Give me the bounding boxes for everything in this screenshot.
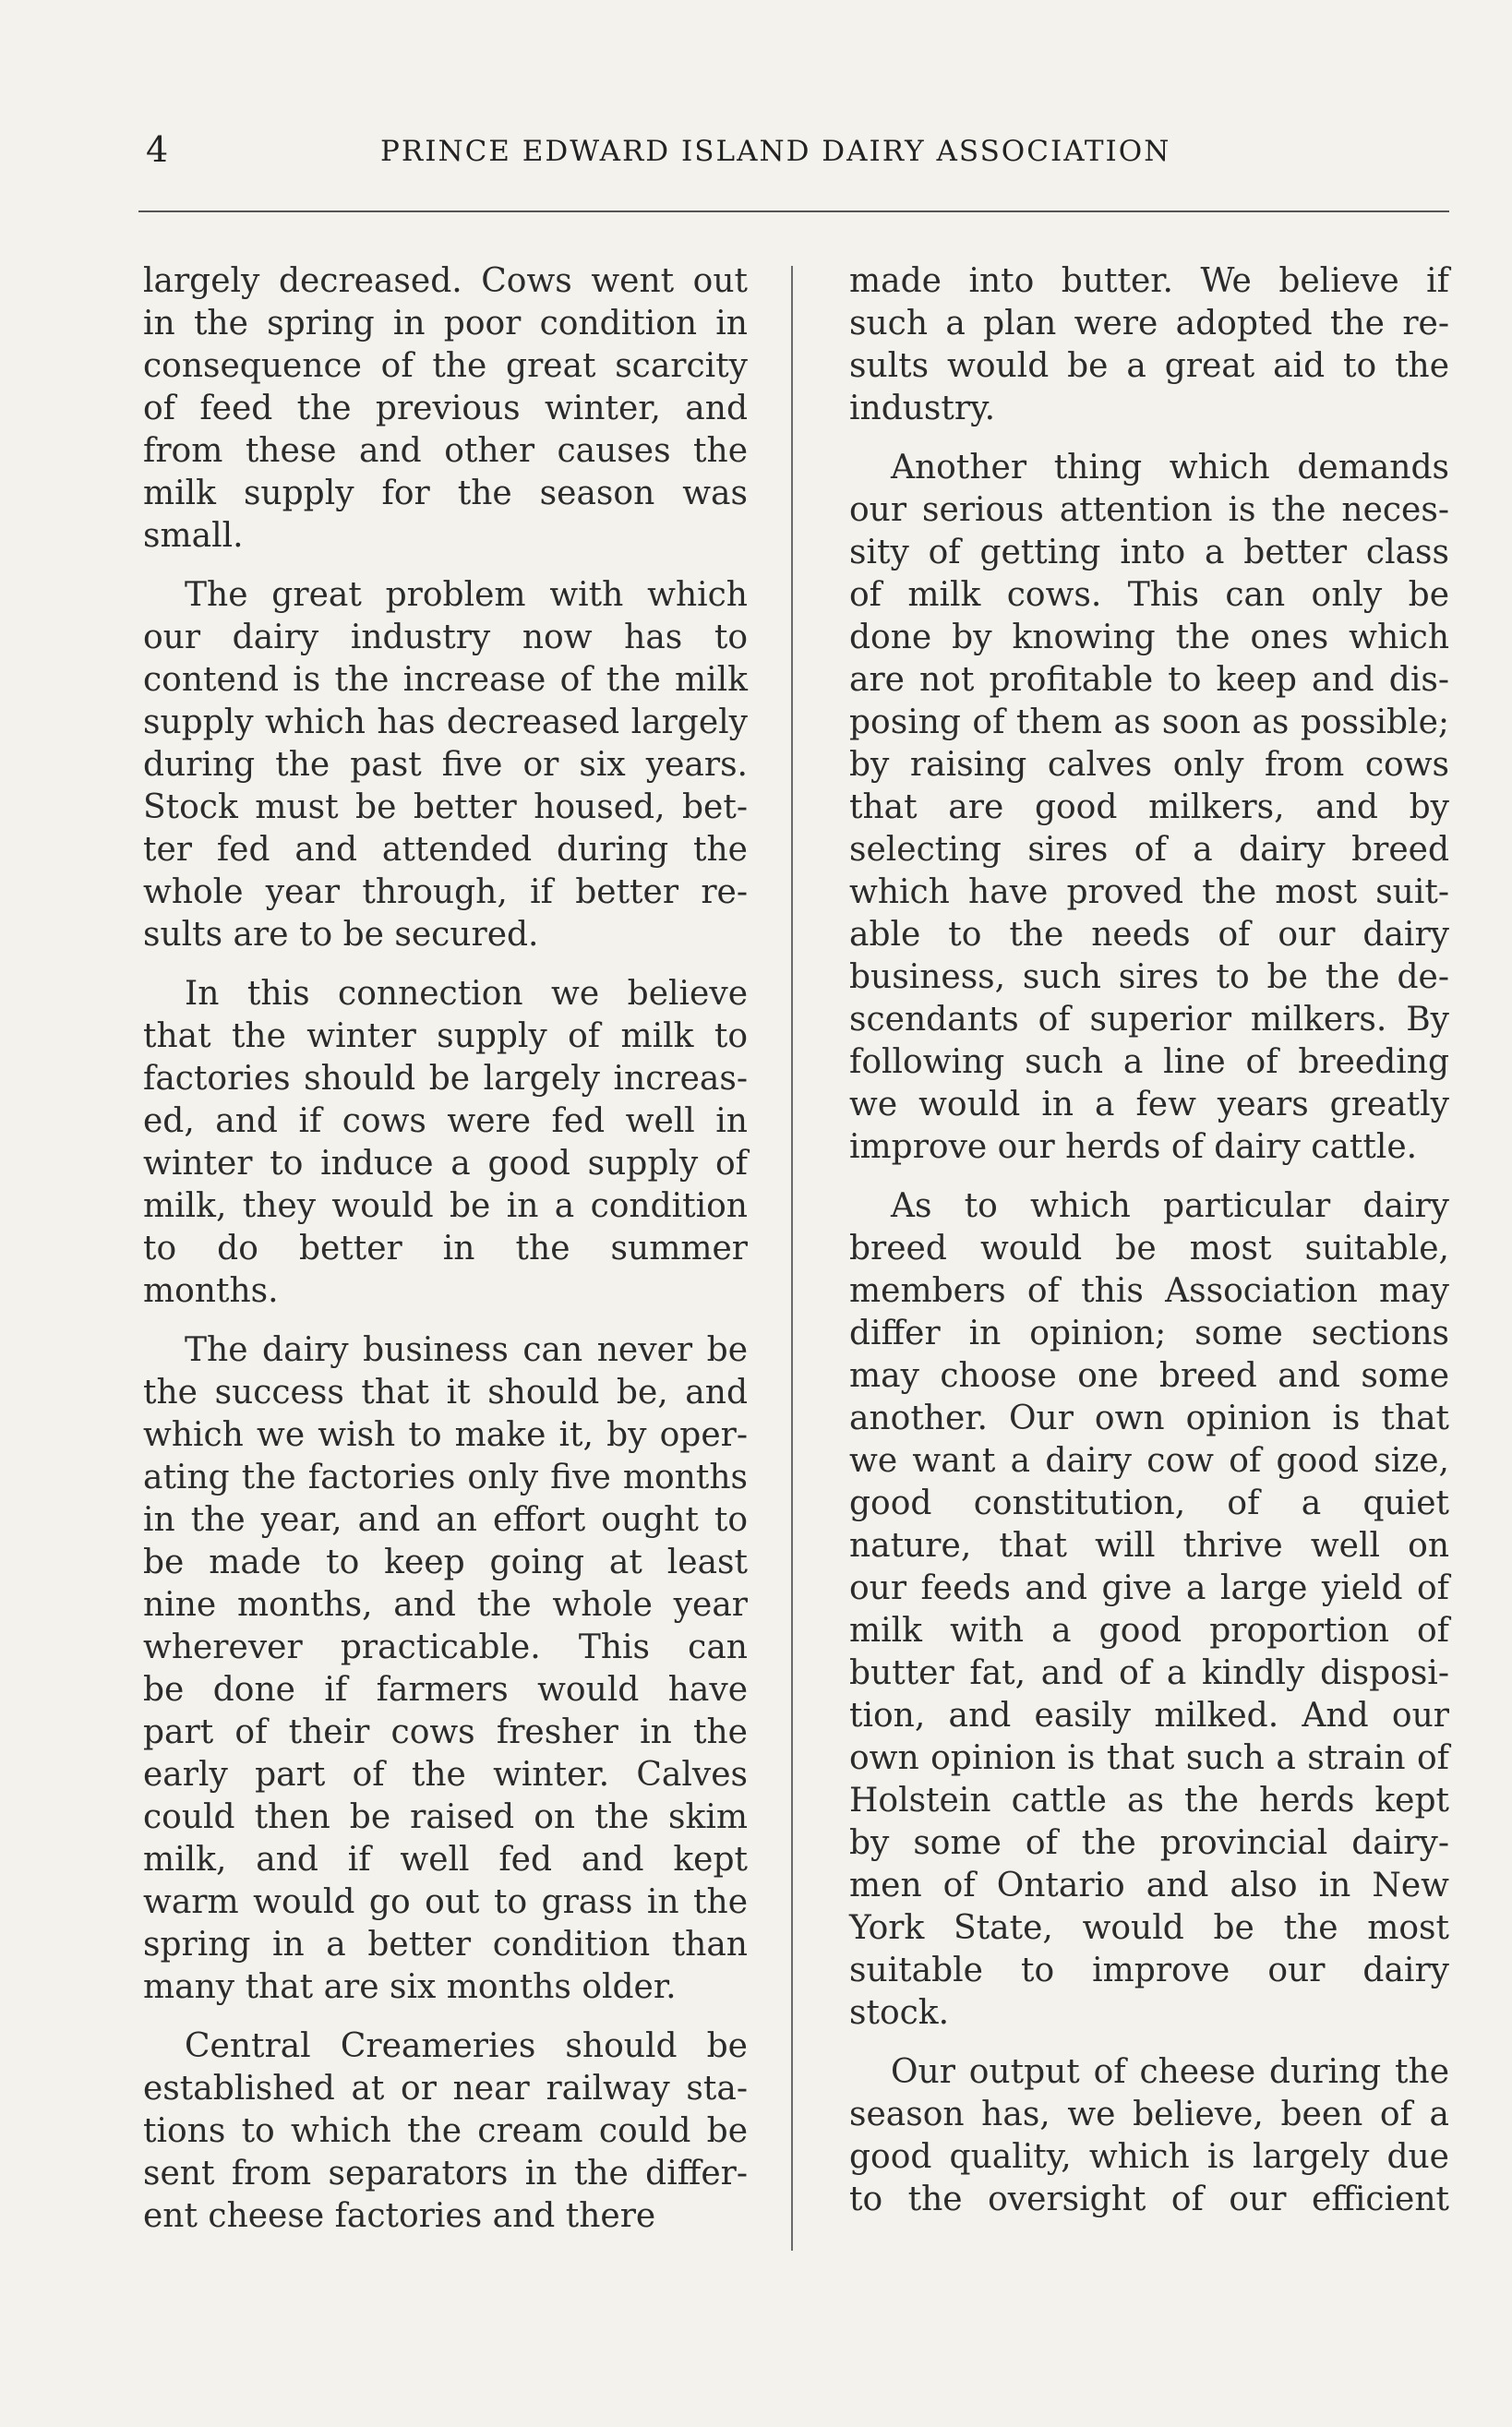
text-line: men of Ontario and also in New (849, 1867, 1449, 1904)
text-line: be made to keep going at least (143, 1544, 748, 1581)
text-line: nine months, and the whole year (143, 1586, 748, 1624)
text-line: the success that it should be, and (143, 1374, 748, 1412)
text-line: done by knowing the ones which (849, 619, 1449, 656)
text-line: stock. (849, 1994, 950, 2032)
text-line: are not profitable to keep and dis- (849, 661, 1449, 699)
text-line: ating the factories only five months (143, 1459, 748, 1496)
text-line: butter fat, and of a kindly disposi- (849, 1654, 1449, 1692)
text-line: posing of them as soon as possible; (849, 703, 1449, 741)
text-line: made into butter. We believe if (849, 262, 1449, 300)
paragraph (143, 260, 748, 558)
text-line: sults would be a great aid to the (849, 347, 1449, 385)
text-line: to do better in the summer (143, 1230, 748, 1268)
text-line: factories should be largely increas- (143, 1060, 748, 1098)
text-line: winter to induce a good supply of (143, 1145, 748, 1183)
paragraph (849, 2051, 1449, 2221)
text-line: milk with a good proportion of (849, 1612, 1449, 1650)
column-divider (791, 266, 793, 2251)
left-column (143, 260, 748, 2254)
text-line: whole year through, if better re- (143, 873, 748, 911)
text-line: milk, and if well fed and kept (143, 1841, 748, 1879)
text-line: ed, and if cows were fed well in (143, 1102, 748, 1140)
text-line: Central Creameries should be (185, 2027, 748, 2065)
text-line: our dairy industry now has to (143, 619, 748, 656)
text-line: sity of getting into a better class (849, 534, 1449, 571)
text-line: tion, and easily milked. And our (849, 1697, 1449, 1735)
paragraph (849, 1185, 1449, 2035)
paragraph (849, 447, 1449, 1169)
text-line: from these and other causes the (143, 432, 748, 470)
text-line: that are good milkers, and by (849, 788, 1449, 826)
text-line: by raising calves only from cows (849, 746, 1449, 784)
text-line: wherever practicable. This can (143, 1628, 748, 1666)
text-line: many that are six months older. (143, 1968, 677, 2006)
text-line: supply which has decreased largely (143, 703, 748, 741)
text-line: of milk cows. This can only be (849, 576, 1449, 614)
text-line: ter fed and attended during the (143, 831, 748, 869)
text-line: months. (143, 1272, 279, 1310)
text-line: such a plan were adopted the re- (849, 305, 1449, 342)
text-line: tions to which the cream could be (143, 2112, 748, 2150)
text-line: another. Our own opinion is that (849, 1400, 1449, 1437)
text-line: be done if farmers would have (143, 1671, 748, 1709)
text-line: Another thing which demands (891, 449, 1449, 487)
text-line: spring in a better condition than (143, 1926, 748, 1964)
text-line: good constitution, of a quiet (849, 1484, 1449, 1522)
text-line: by some of the provincial dairy- (849, 1824, 1449, 1862)
text-line: industry. (849, 390, 996, 427)
text-line: we want a dairy cow of good size, (849, 1442, 1449, 1480)
text-line: sults are to be secured. (143, 916, 539, 954)
text-line: nature, that will thrive well on (849, 1527, 1449, 1565)
text-line: Our output of cheese during the (891, 2053, 1449, 2091)
text-line: our serious attention is the neces- (849, 491, 1449, 529)
text-line: we would in a few years greatly (849, 1086, 1449, 1123)
paragraph (143, 574, 748, 956)
page-number: 4 (146, 129, 169, 170)
paragraph (143, 2025, 748, 2238)
text-line: The great problem with which (185, 576, 748, 614)
text-line: The dairy business can never be (185, 1331, 748, 1369)
text-line: suitable to improve our dairy (849, 1952, 1449, 1989)
text-line: able to the needs of our dairy (849, 916, 1449, 954)
text-line: York State, would be the most (849, 1909, 1449, 1947)
text-line: to the oversight of our efficient (849, 2181, 1449, 2218)
text-line: part of their cows fresher in the (143, 1713, 748, 1751)
text-line: ent cheese factories and there (143, 2197, 656, 2235)
text-line: season has, we believe, been of a (849, 2096, 1449, 2133)
text-line: sent from separators in the differ- (143, 2155, 748, 2193)
text-line: contend is the increase of the milk (143, 661, 748, 699)
text-line: scendants of superior milkers. By (849, 1001, 1449, 1039)
text-line: during the past five or six years. (143, 746, 748, 784)
text-line: As to which particular dairy (891, 1187, 1449, 1225)
text-line: milk, they would be in a condition (143, 1187, 748, 1225)
text-line: that the winter supply of milk to (143, 1017, 748, 1055)
text-line: in the spring in poor condition in (143, 305, 748, 342)
text-line: differ in opinion; some sections (849, 1315, 1449, 1352)
text-line: Holstein cattle as the herds kept (849, 1782, 1449, 1820)
text-line: In this connection we believe (185, 975, 748, 1013)
text-line: may choose one breed and some (849, 1357, 1449, 1395)
text-line: own opinion is that such a strain of (849, 1739, 1449, 1777)
paragraph (143, 1329, 748, 2009)
text-line: Stock must be better housed, bet- (143, 788, 748, 826)
right-column (849, 260, 1449, 2238)
paragraph (849, 260, 1449, 430)
text-line: established at or near railway sta- (143, 2070, 748, 2108)
text-line: which have proved the most suit- (849, 873, 1449, 911)
text-line: members of this Association may (849, 1272, 1449, 1310)
text-line: in the year, and an effort ought to (143, 1501, 748, 1539)
text-line: following such a line of breeding (849, 1043, 1449, 1081)
page-header (138, 129, 1449, 175)
text-line: warm would go out to grass in the (143, 1883, 748, 1921)
text-line: early part of the winter. Calves (143, 1756, 748, 1794)
text-line: milk supply for the season was (143, 475, 748, 512)
text-line: business, such sires to be the de- (849, 958, 1449, 996)
text-line: largely decreased. Cows went out (143, 262, 748, 300)
text-line: which we wish to make it, by oper- (143, 1416, 748, 1454)
paragraph (143, 973, 748, 1313)
text-line: small. (143, 517, 244, 555)
running-head: PRINCE EDWARD ISLAND DAIRY ASSOCIATION (380, 135, 1171, 168)
text-line: of feed the previous winter, and (143, 390, 748, 427)
text-line: consequence of the great scarcity (143, 347, 748, 385)
header-rule (138, 210, 1449, 212)
text-line: could then be raised on the skim (143, 1798, 748, 1836)
text-line: good quality, which is largely due (849, 2138, 1449, 2176)
text-line: breed would be most suitable, (849, 1230, 1449, 1268)
text-line: our feeds and give a large yield of (849, 1569, 1449, 1607)
text-line: improve our herds of dairy cattle. (849, 1128, 1418, 1166)
text-line: selecting sires of a dairy breed (849, 831, 1449, 869)
